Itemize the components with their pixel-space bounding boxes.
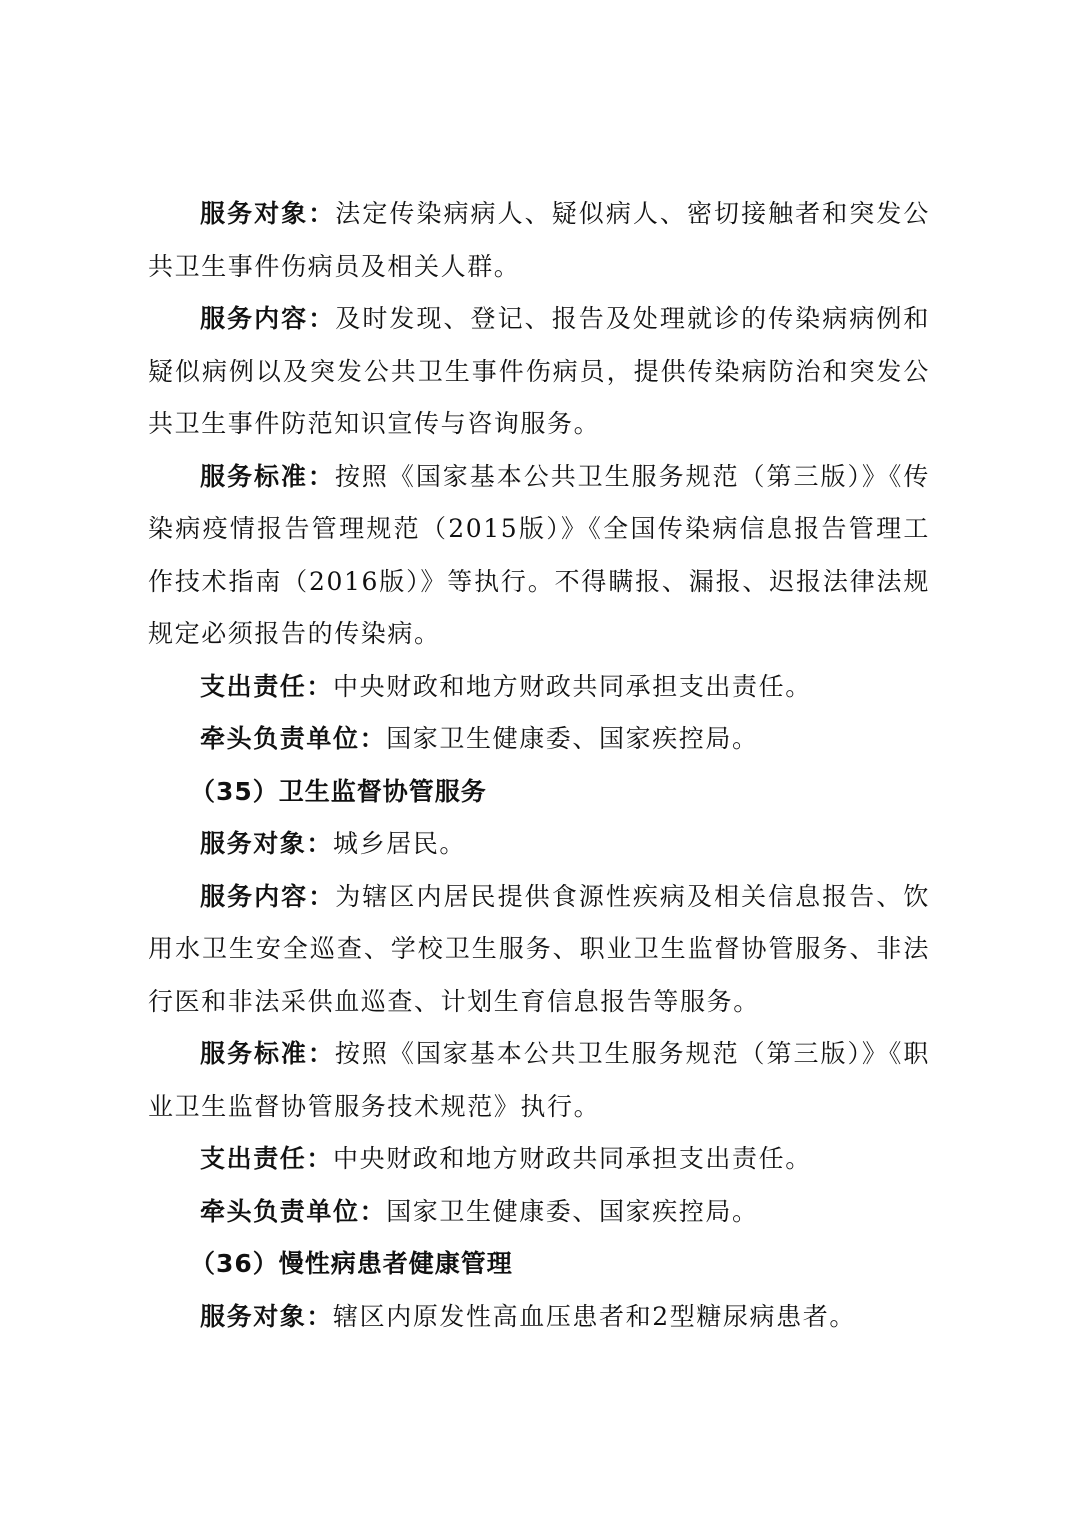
service-content-label: 服务内容： (200, 881, 336, 911)
lead-unit-paragraph (148, 713, 930, 766)
service-standard-text: 按照《国家基本公共卫生服务规范（第三版）》《职业卫生监督协管服务技术规范》执行。 (148, 1039, 930, 1121)
service-target-text: 城乡居民。 (333, 829, 467, 858)
document-page (148, 188, 930, 1343)
service-target-text: 辖区内原发性高血压患者和2型糖尿病患者。 (333, 1301, 856, 1331)
expense-responsibility-text: 中央财政和地方财政共同承担支出责任。 (333, 1144, 812, 1173)
service-content-paragraph (148, 871, 930, 1029)
service-standard-text: 按照《国家基本公共卫生服务规范（第三版）》《传染病疫情报告管理规范（2015版）》《全国传染病信息报告管理工作技术指南（2016版）》等执行。不得瞒报、漏报、迟报法律法规规定必须报告的传染病。 (148, 461, 930, 648)
expense-responsibility-paragraph (148, 661, 930, 714)
section-heading-35: （35）卫生监督协管服务 (190, 776, 487, 806)
service-target-paragraph (148, 1291, 930, 1344)
service-standard-label: 服务标准： (200, 1039, 335, 1068)
lead-unit-label: 牵头负责单位： (200, 1196, 387, 1226)
service-content-text: 为辖区内居民提供食源性疾病及相关信息报告、饮用水卫生安全巡查、学校卫生服务、职业卫生监督协管服务、非法行医和非法采供血巡查、计划生育信息报告等服务。 (148, 881, 930, 1016)
service-target-label: 服务对象： (200, 1301, 334, 1331)
expense-responsibility-label: 支出责任： (200, 1144, 334, 1173)
service-content-text: 及时发现、登记、报告及处理就诊的传染病病例和疑似病例以及突发公共卫生事件伤病员，提供传染病防治和突发公共卫生事件防范知识宣传与咨询服务。 (148, 304, 930, 438)
expense-responsibility-text: 中央财政和地方财政共同承担支出责任。 (333, 671, 812, 701)
service-target-label: 服务对象： (200, 199, 336, 228)
lead-unit-text: 国家卫生健康委、国家疾控局。 (386, 724, 759, 753)
service-target-text: 法定传染病病人、疑似病人、密切接触者和突发公共卫生事件伤病员及相关人群。 (148, 199, 930, 281)
expense-responsibility-paragraph (148, 1133, 930, 1186)
service-standard-paragraph (148, 1028, 930, 1133)
service-target-paragraph (148, 188, 930, 293)
lead-unit-label: 牵头负责单位： (200, 724, 387, 753)
service-content-label: 服务内容： (200, 304, 336, 333)
service-content-paragraph (148, 293, 930, 451)
service-standard-paragraph (148, 451, 930, 661)
service-standard-label: 服务标准： (200, 461, 335, 491)
service-target-label: 服务对象： (200, 829, 334, 858)
expense-responsibility-label: 支出责任： (200, 671, 334, 701)
service-target-paragraph (148, 818, 930, 871)
lead-unit-text: 国家卫生健康委、国家疾控局。 (386, 1196, 759, 1226)
section-heading-36: （36）慢性病患者健康管理 (190, 1249, 513, 1278)
lead-unit-paragraph (148, 1186, 930, 1239)
